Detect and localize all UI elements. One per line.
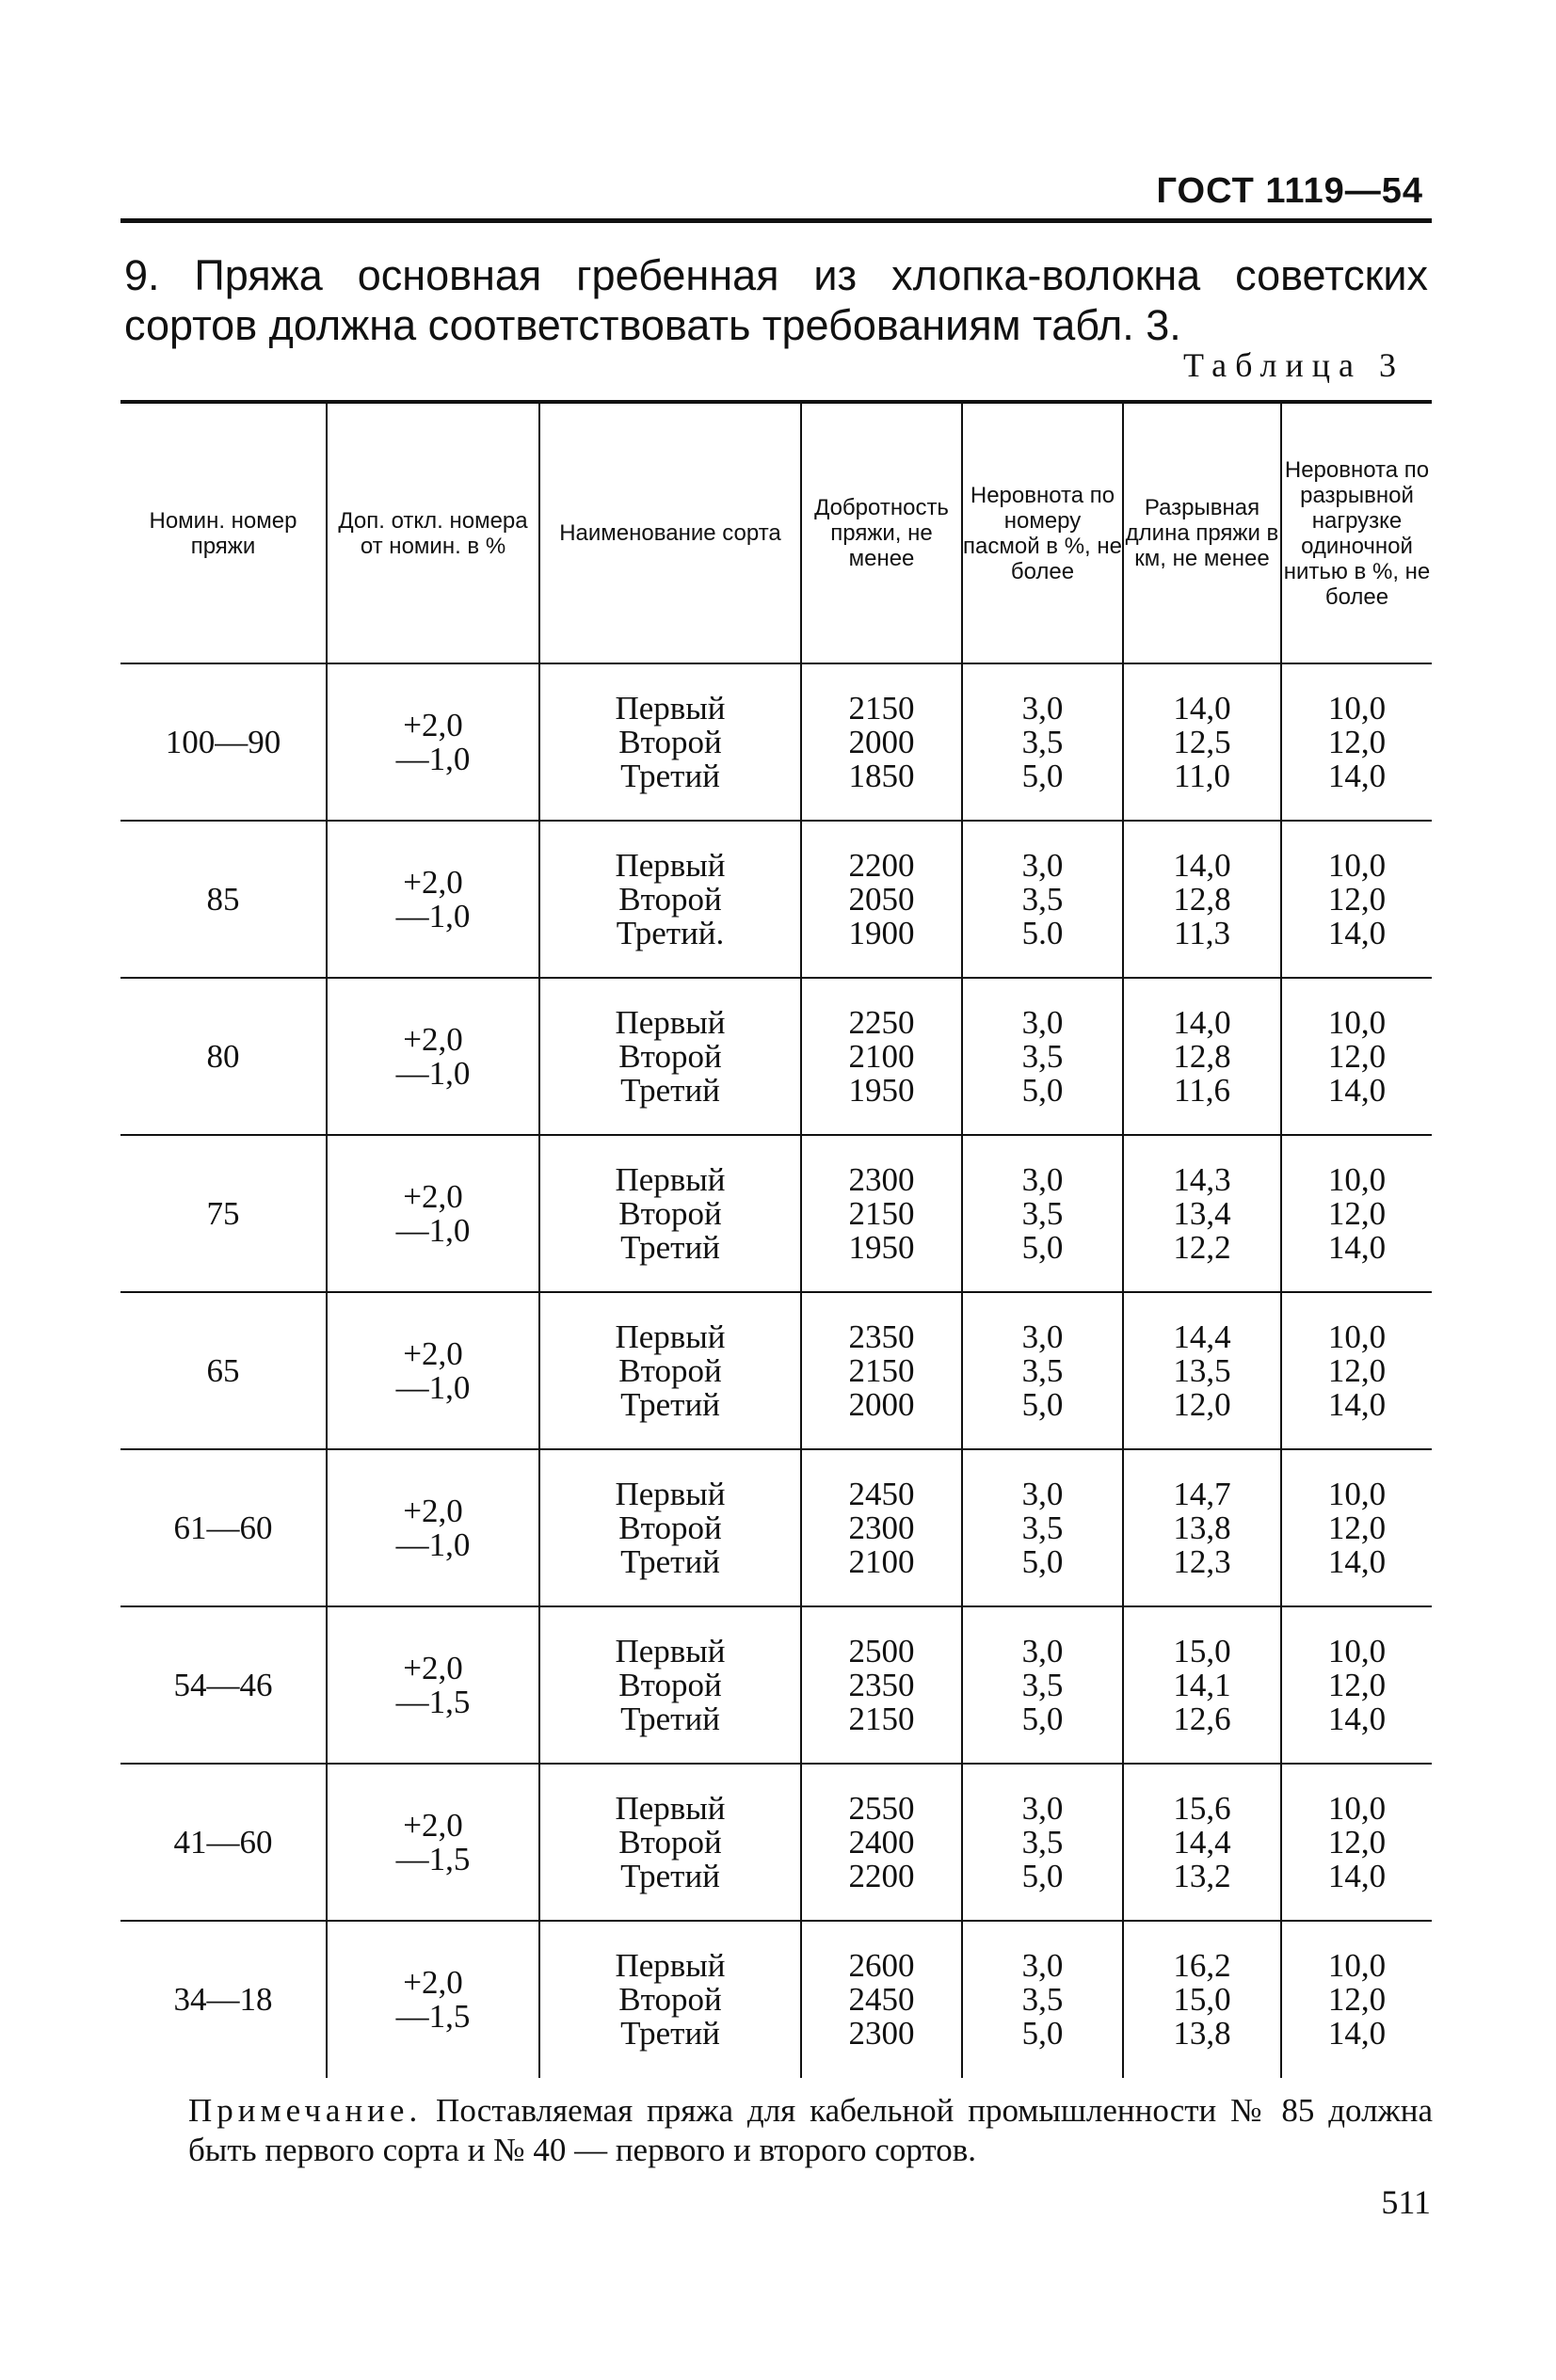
grade-name-value: Третий <box>620 1542 720 1580</box>
tolerance-cell <box>327 1135 539 1292</box>
grade-name-cell <box>539 1135 801 1292</box>
grade-name-cell <box>539 1921 801 2078</box>
load-unevenness-value: 12,0 <box>1327 1823 1387 1861</box>
tolerance-minus: —1,0 <box>395 1211 471 1249</box>
header-load-unevenness: Неровнота по разрывной нагрузке одиночной нитью в %, не более <box>1281 402 1432 663</box>
grade-name-value: Второй <box>618 1666 722 1703</box>
tolerance-plus: +2,0 <box>403 1334 463 1372</box>
quality-value: 1900 <box>848 914 915 951</box>
count-unevenness-value: 3,5 <box>1021 1351 1064 1389</box>
grade-name-value: Первый <box>615 1789 726 1827</box>
quality-value: 2100 <box>848 1037 915 1075</box>
table-header-row <box>120 402 1432 663</box>
count-unevenness-cell <box>962 1921 1123 2078</box>
quality-cell <box>801 1135 962 1292</box>
load-unevenness-cell <box>1281 1135 1432 1292</box>
quality-value: 1950 <box>848 1228 915 1266</box>
nominal-number-cell <box>120 1449 327 1606</box>
breaking-length-cell <box>1123 1292 1281 1449</box>
nominal-number: 34—18 <box>173 1981 273 2018</box>
breaking-length-value: 14,4 <box>1173 1823 1231 1861</box>
table-label: Таблица 3 <box>1183 346 1404 384</box>
load-unevenness-value: 12,0 <box>1327 1037 1387 1075</box>
quality-value: 2150 <box>848 689 915 727</box>
count-unevenness-value: 3,5 <box>1021 880 1064 918</box>
count-unevenness-cell <box>962 1135 1123 1292</box>
tolerance-cell <box>327 1921 539 2078</box>
document-code: ГОСТ 1119—54 <box>1156 171 1423 211</box>
quality-value: 2150 <box>848 1194 915 1232</box>
nominal-number-cell <box>120 1764 327 1921</box>
breaking-length-value: 12,6 <box>1173 1700 1231 1737</box>
quality-value: 2300 <box>848 2015 915 2052</box>
quality-value: 2450 <box>848 1981 915 2018</box>
count-unevenness-value: 3,0 <box>1021 1632 1064 1669</box>
tolerance-plus: +2,0 <box>403 1492 463 1529</box>
breaking-length-cell <box>1123 978 1281 1135</box>
quality-value: 2350 <box>848 1666 915 1703</box>
grade-name-value: Первый <box>615 689 726 727</box>
grade-name-value: Второй <box>618 723 722 760</box>
grade-name-value: Третий <box>620 1228 720 1266</box>
nominal-number: 80 <box>206 1037 240 1075</box>
quality-value: 2450 <box>848 1475 915 1512</box>
count-unevenness-value: 5,0 <box>1021 1385 1064 1423</box>
breaking-length-value: 15,0 <box>1173 1981 1231 2018</box>
quality-cell <box>801 1606 962 1764</box>
tolerance-minus: —1,0 <box>395 897 471 934</box>
grade-name-value: Третий <box>620 757 720 794</box>
load-unevenness-cell <box>1281 1921 1432 2078</box>
count-unevenness-value: 3,5 <box>1021 1194 1064 1232</box>
grade-name-cell <box>539 663 801 821</box>
breaking-length-value: 14,0 <box>1173 689 1231 727</box>
count-unevenness-value: 3,0 <box>1021 1475 1064 1512</box>
breaking-length-cell <box>1123 1764 1281 1921</box>
breaking-length-value: 13,2 <box>1173 1857 1231 1894</box>
count-unevenness-value: 5,0 <box>1021 2015 1064 2052</box>
count-unevenness-value: 3,0 <box>1021 1318 1064 1355</box>
load-unevenness-value: 10,0 <box>1327 1789 1387 1827</box>
header-rule <box>120 218 1432 223</box>
load-unevenness-value: 14,0 <box>1327 2015 1387 2052</box>
table-row <box>120 663 1432 821</box>
grade-name-value: Третий <box>620 1700 720 1737</box>
breaking-length-value: 12,5 <box>1173 723 1231 760</box>
load-unevenness-value: 14,0 <box>1327 1857 1387 1894</box>
breaking-length-value: 15,0 <box>1173 1632 1231 1669</box>
count-unevenness-value: 5,0 <box>1021 1228 1064 1266</box>
breaking-length-cell <box>1123 1449 1281 1606</box>
count-unevenness-value: 3,5 <box>1021 1981 1064 2018</box>
load-unevenness-value: 12,0 <box>1327 1194 1387 1232</box>
tolerance-plus: +2,0 <box>403 1964 463 2001</box>
quality-cell <box>801 1449 962 1606</box>
load-unevenness-value: 14,0 <box>1327 1542 1387 1580</box>
quality-cell <box>801 821 962 978</box>
quality-cell <box>801 978 962 1135</box>
quality-value: 2100 <box>848 1542 915 1580</box>
intro-paragraph: 9. Пряжа основная гребенная из хлопка-волокна советских сортов должна соответствовать требованиям табл. 3. <box>124 251 1428 349</box>
load-unevenness-cell <box>1281 1292 1432 1449</box>
load-unevenness-value: 12,0 <box>1327 1981 1387 2018</box>
breaking-length-cell <box>1123 1921 1281 2078</box>
count-unevenness-value: 3,5 <box>1021 1037 1064 1075</box>
count-unevenness-value: 5.0 <box>1021 914 1064 951</box>
grade-name-value: Первый <box>615 1003 726 1041</box>
grade-name-value: Второй <box>618 1509 722 1546</box>
count-unevenness-cell <box>962 1292 1123 1449</box>
load-unevenness-value: 12,0 <box>1327 723 1387 760</box>
grade-name-cell <box>539 821 801 978</box>
nominal-number-cell <box>120 978 327 1135</box>
count-unevenness-cell <box>962 1449 1123 1606</box>
quality-value: 2300 <box>848 1509 915 1546</box>
quality-value: 2200 <box>848 1857 915 1894</box>
load-unevenness-value: 14,0 <box>1327 914 1387 951</box>
count-unevenness-value: 3,0 <box>1021 1003 1064 1041</box>
load-unevenness-value: 12,0 <box>1327 880 1387 918</box>
grade-name-cell <box>539 1764 801 1921</box>
count-unevenness-value: 3,5 <box>1021 723 1064 760</box>
nominal-number: 54—46 <box>173 1666 273 1703</box>
load-unevenness-value: 10,0 <box>1327 689 1387 727</box>
breaking-length-value: 14,1 <box>1173 1666 1231 1703</box>
tolerance-minus: —1,5 <box>395 1840 471 1877</box>
breaking-length-value: 14,7 <box>1173 1475 1231 1512</box>
quality-value: 2350 <box>848 1318 915 1355</box>
grade-name-value: Второй <box>618 1351 722 1389</box>
grade-name-cell <box>539 978 801 1135</box>
table-row <box>120 1449 1432 1606</box>
breaking-length-value: 14,0 <box>1173 846 1231 884</box>
count-unevenness-value: 3,0 <box>1021 1160 1064 1198</box>
breaking-length-value: 14,4 <box>1173 1318 1231 1355</box>
quality-value: 1950 <box>848 1071 915 1109</box>
header-breaking-length: Разрывная длина пряжи в км, не менее <box>1123 402 1281 663</box>
breaking-length-cell <box>1123 663 1281 821</box>
quality-value: 2500 <box>848 1632 915 1669</box>
note-label: Примечание. <box>188 2092 423 2129</box>
quality-value: 2000 <box>848 723 915 760</box>
table-row <box>120 1606 1432 1764</box>
load-unevenness-cell <box>1281 1606 1432 1764</box>
count-unevenness-cell <box>962 1764 1123 1921</box>
table-row <box>120 821 1432 978</box>
grade-name-value: Первый <box>615 1318 726 1355</box>
grade-name-value: Первый <box>615 1160 726 1198</box>
header-tolerance: Доп. откл. номера от номин. в % <box>327 402 539 663</box>
grade-name-value: Второй <box>618 1037 722 1075</box>
load-unevenness-value: 10,0 <box>1327 1947 1387 1984</box>
breaking-length-value: 15,6 <box>1173 1789 1231 1827</box>
quality-value: 2250 <box>848 1003 915 1041</box>
breaking-length-value: 14,0 <box>1173 1003 1231 1041</box>
table-row <box>120 1764 1432 1921</box>
tolerance-plus: +2,0 <box>403 1649 463 1686</box>
breaking-length-value: 12,8 <box>1173 1037 1231 1075</box>
count-unevenness-value: 5,0 <box>1021 1857 1064 1894</box>
table-row <box>120 1921 1432 2078</box>
grade-name-value: Первый <box>615 1947 726 1984</box>
header-nominal-number: Номин. номер пряжи <box>120 402 327 663</box>
count-unevenness-value: 5,0 <box>1021 1700 1064 1737</box>
breaking-length-cell <box>1123 1135 1281 1292</box>
table-note <box>188 2091 1433 2170</box>
grade-name-value: Третий <box>620 1857 720 1894</box>
count-unevenness-value: 3,0 <box>1021 1789 1064 1827</box>
quality-value: 2150 <box>848 1351 915 1389</box>
quality-value: 2150 <box>848 1700 915 1737</box>
load-unevenness-value: 12,0 <box>1327 1509 1387 1546</box>
breaking-length-value: 13,4 <box>1173 1194 1231 1232</box>
breaking-length-cell <box>1123 1606 1281 1764</box>
load-unevenness-value: 10,0 <box>1327 846 1387 884</box>
header-count-unevenness: Неровнота по номеру пасмой в %, не более <box>962 402 1123 663</box>
tolerance-plus: +2,0 <box>403 863 463 901</box>
tolerance-cell <box>327 1764 539 1921</box>
nominal-number: 100—90 <box>165 723 281 760</box>
count-unevenness-value: 3,0 <box>1021 689 1064 727</box>
breaking-length-value: 11,0 <box>1174 757 1230 794</box>
tolerance-cell <box>327 1449 539 1606</box>
load-unevenness-value: 14,0 <box>1327 757 1387 794</box>
tolerance-cell <box>327 1292 539 1449</box>
load-unevenness-value: 10,0 <box>1327 1160 1387 1198</box>
load-unevenness-value: 12,0 <box>1327 1666 1387 1703</box>
quality-cell <box>801 1292 962 1449</box>
count-unevenness-value: 3,5 <box>1021 1823 1064 1861</box>
load-unevenness-value: 10,0 <box>1327 1475 1387 1512</box>
note-text: Поставляемая пряжа для кабельной промышленности № 85 должна быть первого сорта и № 40 — первого и второго сортов. <box>188 2092 1434 2168</box>
tolerance-minus: —1,0 <box>395 1054 471 1092</box>
tolerance-plus: +2,0 <box>403 1020 463 1058</box>
requirements-table <box>120 400 1432 2078</box>
load-unevenness-value: 10,0 <box>1327 1318 1387 1355</box>
tolerance-minus: —1,5 <box>395 1683 471 1720</box>
count-unevenness-value: 3,5 <box>1021 1666 1064 1703</box>
quality-value: 2600 <box>848 1947 915 1984</box>
breaking-length-cell <box>1123 821 1281 978</box>
grade-name-value: Первый <box>615 1475 726 1512</box>
nominal-number-cell <box>120 821 327 978</box>
tolerance-cell <box>327 821 539 978</box>
count-unevenness-value: 5,0 <box>1021 1071 1064 1109</box>
tolerance-cell <box>327 978 539 1135</box>
count-unevenness-value: 3,0 <box>1021 1947 1064 1984</box>
grade-name-value: Третий <box>620 1071 720 1109</box>
count-unevenness-cell <box>962 821 1123 978</box>
breaking-length-value: 11,6 <box>1174 1071 1230 1109</box>
grade-name-cell <box>539 1292 801 1449</box>
page-number: 511 <box>1381 2183 1431 2221</box>
grade-name-value: Второй <box>618 1823 722 1861</box>
breaking-length-value: 13,5 <box>1173 1351 1231 1389</box>
tolerance-minus: —1,0 <box>395 1525 471 1563</box>
grade-name-cell <box>539 1606 801 1764</box>
grade-name-value: Второй <box>618 1194 722 1232</box>
nominal-number: 85 <box>206 880 240 918</box>
count-unevenness-value: 3,0 <box>1021 846 1064 884</box>
header-grade-name: Наименование сорта <box>539 402 801 663</box>
nominal-number-cell <box>120 1135 327 1292</box>
breaking-length-value: 13,8 <box>1173 1509 1231 1546</box>
grade-name-value: Второй <box>618 1981 722 2018</box>
count-unevenness-value: 3,5 <box>1021 1509 1064 1546</box>
grade-name-cell <box>539 1449 801 1606</box>
load-unevenness-value: 10,0 <box>1327 1003 1387 1041</box>
quality-value: 2000 <box>848 1385 915 1423</box>
load-unevenness-value: 12,0 <box>1327 1351 1387 1389</box>
load-unevenness-value: 14,0 <box>1327 1385 1387 1423</box>
tolerance-minus: —1,0 <box>395 740 471 777</box>
tolerance-plus: +2,0 <box>403 1806 463 1844</box>
tolerance-cell <box>327 1606 539 1764</box>
breaking-length-value: 12,8 <box>1173 880 1231 918</box>
count-unevenness-value: 5,0 <box>1021 1542 1064 1580</box>
count-unevenness-cell <box>962 1606 1123 1764</box>
nominal-number: 65 <box>206 1351 240 1389</box>
grade-name-value: Третий <box>620 2015 720 2052</box>
nominal-number-cell <box>120 1921 327 2078</box>
tolerance-minus: —1,5 <box>395 1998 471 2035</box>
load-unevenness-value: 14,0 <box>1327 1071 1387 1109</box>
load-unevenness-cell <box>1281 663 1432 821</box>
load-unevenness-value: 10,0 <box>1327 1632 1387 1669</box>
nominal-number-cell <box>120 663 327 821</box>
grade-name-value: Третий. <box>616 914 725 951</box>
quality-value: 1850 <box>848 757 915 794</box>
nominal-number: 41—60 <box>173 1823 273 1861</box>
quality-value: 2550 <box>848 1789 915 1827</box>
breaking-length-value: 12,2 <box>1173 1228 1231 1266</box>
header-quality: Добротность пряжи, не менее <box>801 402 962 663</box>
count-unevenness-cell <box>962 978 1123 1135</box>
grade-name-value: Третий <box>620 1385 720 1423</box>
tolerance-plus: +2,0 <box>403 706 463 743</box>
breaking-length-value: 12,3 <box>1173 1542 1231 1580</box>
load-unevenness-value: 14,0 <box>1327 1228 1387 1266</box>
load-unevenness-cell <box>1281 1764 1432 1921</box>
table-body <box>120 663 1432 2078</box>
breaking-length-value: 11,3 <box>1174 914 1230 951</box>
breaking-length-value: 16,2 <box>1173 1947 1231 1984</box>
load-unevenness-cell <box>1281 821 1432 978</box>
quality-cell <box>801 663 962 821</box>
quality-value: 2200 <box>848 846 915 884</box>
quality-value: 2400 <box>848 1823 915 1861</box>
breaking-length-value: 12,0 <box>1173 1385 1231 1423</box>
nominal-number-cell <box>120 1606 327 1764</box>
quality-value: 2050 <box>848 880 915 918</box>
breaking-length-value: 13,8 <box>1173 2015 1231 2052</box>
tolerance-minus: —1,0 <box>395 1368 471 1406</box>
table-row <box>120 1135 1432 1292</box>
breaking-length-value: 14,3 <box>1173 1160 1231 1198</box>
nominal-number-cell <box>120 1292 327 1449</box>
tolerance-plus: +2,0 <box>403 1177 463 1215</box>
load-unevenness-cell <box>1281 1449 1432 1606</box>
quality-cell <box>801 1764 962 1921</box>
count-unevenness-cell <box>962 663 1123 821</box>
quality-value: 2300 <box>848 1160 915 1198</box>
table-row <box>120 978 1432 1135</box>
nominal-number: 61—60 <box>173 1509 273 1546</box>
count-unevenness-value: 5,0 <box>1021 757 1064 794</box>
grade-name-value: Первый <box>615 846 726 884</box>
nominal-number: 75 <box>206 1194 240 1232</box>
grade-name-value: Второй <box>618 880 722 918</box>
load-unevenness-cell <box>1281 978 1432 1135</box>
load-unevenness-value: 14,0 <box>1327 1700 1387 1737</box>
tolerance-cell <box>327 663 539 821</box>
grade-name-value: Первый <box>615 1632 726 1669</box>
table-row <box>120 1292 1432 1449</box>
quality-cell <box>801 1921 962 2078</box>
